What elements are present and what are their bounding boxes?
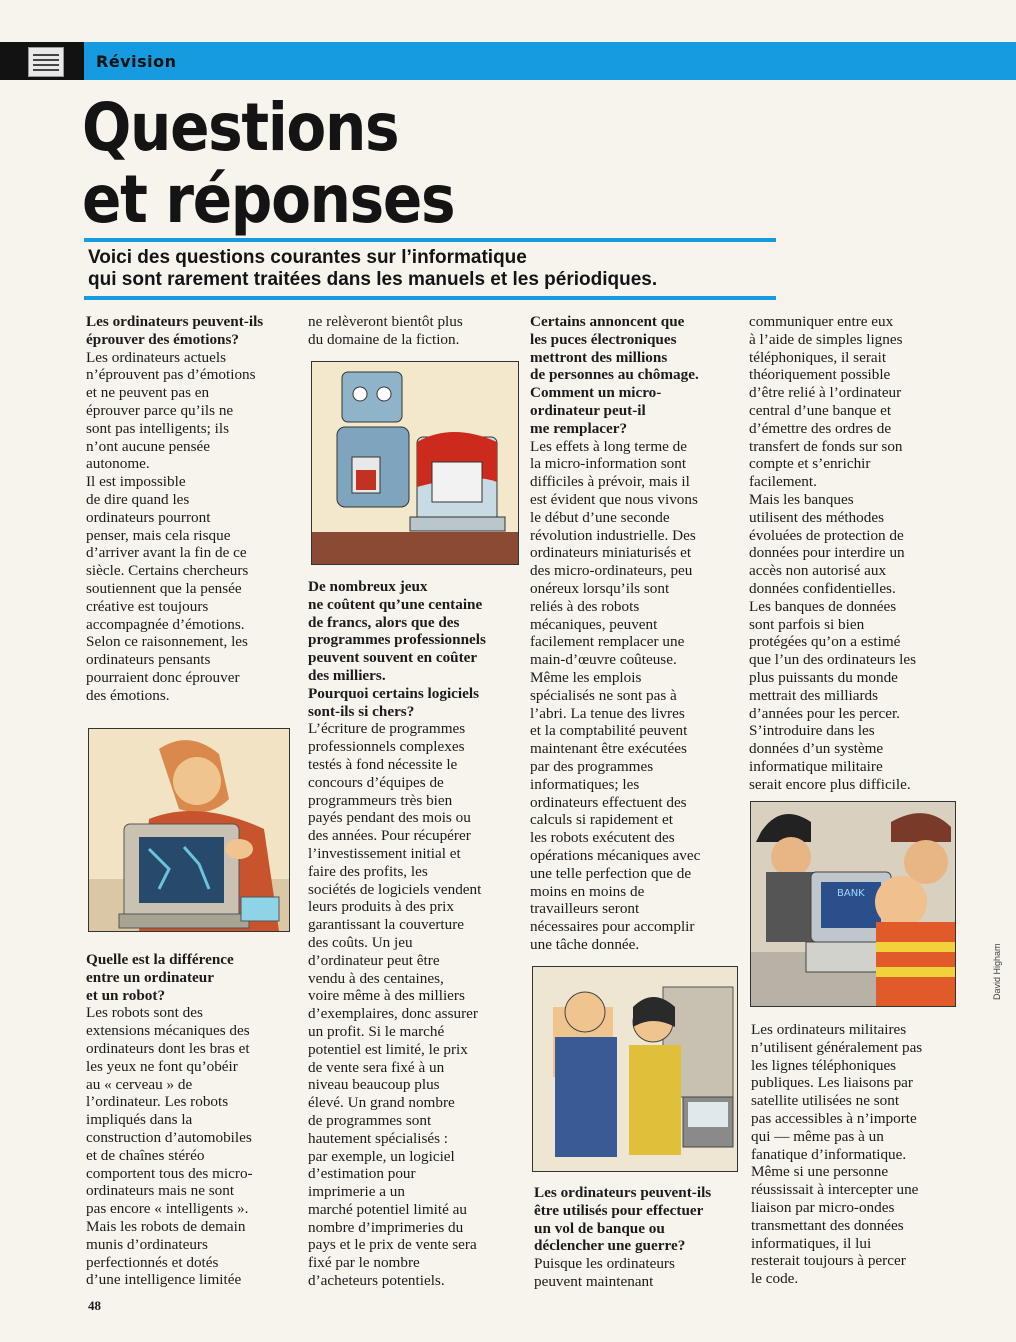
question-bank-robbery: Les ordinateurs peuvent-ils être utilisés pour effectuer un vol de banque ou déclencher une guerre? bbox=[534, 1184, 712, 1255]
illustration-office-workers bbox=[532, 966, 738, 1172]
page-number: 48 bbox=[88, 1298, 101, 1313]
answer-software-price: L’écriture de programmes professionnels complexes testés à fond nécessite le concours d’équipes de programmeurs très bien payés pendant des mois ou des années. Pour récupérer l’investissement initial et faire des profits, les sociétés de logiciels vendent leurs produits à des prix garantissant la couverture des coûts. Un jeu d’ordinateur peut être vendu à des centaines, voire même à des milliers d’exemplaires, donc assurer un profit. Si le marché potentiel est limité, le prix de vente sera fixé à un niveau beaucoup plus élevé. Un grand nombre de programmes sont hautement spécialisés : par exemple, un logiciel d’estimation pour imprimerie a un marché potentiel limité au nombre d’imprimeries du pays et le prix de vente sera fixé par le nombre d’acheteurs potentiels. bbox=[308, 720, 482, 1290]
subtitle-rule-bottom bbox=[84, 296, 776, 300]
illustration-credit: David Higham bbox=[992, 943, 1002, 1000]
column-4-bottom bbox=[751, 1021, 965, 1288]
section-label: Révision bbox=[96, 52, 177, 71]
illustration-bank-hackers bbox=[750, 801, 956, 1007]
column-2 bbox=[308, 578, 522, 1290]
answer-unemployment: Les effets à long terme de la micro-information sont difficiles à prévoir, mais il est évident que nous vivons le début d’une seconde révolution industrielle. Des ordinateurs miniaturisés et des micro-ordinateurs, peu onéreux lorsqu’ils sont reliés à des robots mécaniques, peuvent facilement remplacer une main-d’œuvre coûteuse. Même les emplois spécialisés ne sont pas à l’abri. La tenue des livres et la comptabilité peuvent maintenant être exécutées par des programmes informatiques; les ordinateurs effectuent des calculs si rapidement et les robots exécutent des opérations mécaniques avec une telle perfection que de moins en moins de travailleurs seront nécessaires pour accomplir une tâche donnée. bbox=[530, 437, 701, 953]
column-1 bbox=[86, 313, 294, 705]
answer-bank-robbery: Puisque les ordinateurs peuvent maintenant bbox=[534, 1255, 675, 1290]
page-title: Questions et réponses bbox=[82, 89, 455, 238]
section-banner bbox=[84, 42, 1016, 80]
column-4 bbox=[749, 313, 959, 794]
subtitle-rule-top bbox=[84, 238, 776, 242]
answer-emotions: Les ordinateurs actuels n’éprouvent pas d’émotions et ne peuvent pas en éprouver parce qu’ils ne sont pas intelligents; ils n’ont aucune pensée autonome. Il est impossible de dire quand les ordinateurs pourront penser, mais cela risque d’arriver avant la fin de ce siècle. Certains chercheurs soutiennent que la pensée créative est toujours accompagnée d’émotions. Selon ce raisonnement, les ordinateurs pensants pourraient donc éprouver des émotions. bbox=[86, 348, 256, 704]
bank-screen-text: BANK bbox=[837, 888, 865, 899]
question-robot: Quelle est la différence entre un ordinateur et un robot? bbox=[86, 951, 234, 1004]
answer-military: Les ordinateurs militaires n’utilisent généralement pas les lignes téléphoniques publiques. Les liaisons par satellite utilisées ne sont pas accessibles à n’importe qui — même pas à un fanatique d’informatique. Même si une personne réussissait à intercepter une liaison par micro-ondes transmettant des données informatiques, il lui resterait toujours à percer le code. bbox=[751, 1021, 923, 1288]
question-emotions: Les ordinateurs peuvent-ils éprouver des émotions? bbox=[86, 313, 264, 348]
answer-robot: Les robots sont des extensions mécaniques des ordinateurs dont les bras et les yeux ne font qu’obéir au « cerveau » de l’ordinateur. Les robots impliqués dans la construction d’automobiles et de chaînes stéréo comportent tous des micro- ordinateurs mais ne sont pas encore « intelligents ». Mais les robots de demain munis d’ordinateurs perfectionnés et dotés d’une intelligence limitée bbox=[86, 1004, 253, 1289]
document-icon bbox=[28, 47, 64, 77]
column-3 bbox=[530, 313, 740, 954]
answer-robot-end: ne relèveront bientôt plus du domaine de la fiction. bbox=[308, 313, 463, 348]
illustration-painting-robot bbox=[311, 361, 519, 565]
answer-bank-robbery-continued: communiquer entre eux à l’aide de simples lignes téléphoniques, il serait théoriquement possible d’être relié à l’ordinateur central d’une banque et d’émettre des ordres de transfert de fonds sur son compte et s’enrichir facilement. Mais les banques utilisent des méthodes évoluées de protection de données pour interdire un accès non autorisé aux données confidentielles. Les banques de données sont parfois si bien protégées qu’on a estimé que l’un des ordinateurs les plus puissants du monde mettrait des milliards d’années pour les percer. S’introduire dans les données d’un système informatique militaire serait encore plus difficile. bbox=[749, 313, 917, 793]
column-2-top bbox=[308, 313, 522, 349]
page-subtitle: Voici des questions courantes sur l’informatique qui sont rarement traitées dans les manuels et les périodiques. bbox=[88, 247, 658, 290]
illustration-crying-computer bbox=[88, 728, 290, 932]
question-software-price: De nombreux jeux ne coûtent qu’une centaine de francs, alors que des programmes professionnels peuvent souvent en coûter des milliers. Pourquoi certains logiciels sont-ils si chers? bbox=[308, 578, 486, 720]
column-1-continued bbox=[86, 951, 294, 1289]
question-unemployment: Certains annoncent que les puces électroniques mettront des millions de personnes au chômage. Comment un micro- ordinateur peut-il me remplacer? bbox=[530, 313, 699, 437]
column-3-bottom bbox=[534, 1184, 742, 1291]
